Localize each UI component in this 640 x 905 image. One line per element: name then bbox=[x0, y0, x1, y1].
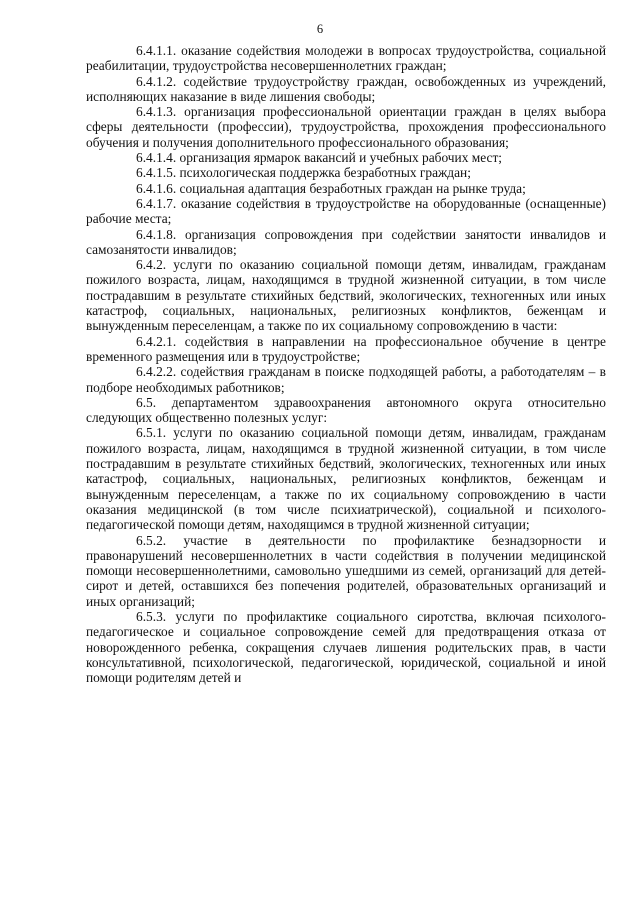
paragraph-6-4-2: 6.4.2. услуги по оказанию социальной помощи детям, инвалидам, гражданам пожилого возраста, лицам, находящимся в трудной жизненной ситуации, в том числе пострадавшим в результате стихийных бедствий, экологических, техногенных или иных катастроф, социальных, национальных, религиозных конфликтов, беженцам и вынужденным переселенцам, а также по их социальному сопровождению в части: bbox=[86, 257, 606, 334]
paragraph-6-4-1-8: 6.4.1.8. организация сопровождения при содействии занятости инвалидов и самозанятости инвалидов; bbox=[86, 226, 606, 257]
paragraph-6-5: 6.5. департаментом здравоохранения автономного округа относительно следующих общественно полезных услуг: bbox=[86, 394, 606, 426]
paragraph-6-5-3: 6.5.3. услуги по профилактике социального сиротства, включая психолого-педагогическое и социальное сопровождение семей для предотвращения отказа от новорожденного ребенка, сокращения случаев лишения родительских прав, в части консультативной, психологической, педагогической, юридической, социальной и иной помощи родителям детей и bbox=[86, 608, 606, 686]
paragraph-6-4-1-5: 6.4.1.5. психологическая поддержка безработных граждан; bbox=[136, 165, 471, 181]
paragraph-6-4-1-3: 6.4.1.3. организация профессиональной ориентации граждан в целях выбора сферы деятельности (профессии), трудоустройства, прохождения профессионального обучения и получения дополнительного профессионального образования; bbox=[86, 104, 606, 150]
document-body bbox=[86, 43, 606, 685]
paragraph-6-4-1-2: 6.4.1.2. содействие трудоустройству граждан, освобожденных из учреждений, исполняющих наказание в виде лишения свободы; bbox=[86, 73, 606, 104]
paragraph-6-5-1: 6.5.1. услуги по оказанию социальной помощи детям, инвалидам, гражданам пожилого возраста, лицам, находящимся в трудной жизненной ситуации, в том числе пострадавшим в результате стихийных бедствий, экологических, техногенных или иных катастроф, социальных, национальных, религиозных конфликтов, беженцам и вынужденным переселенцам, а также по их социальному сопровождению в части оказания медицинской (в том числе психиатрической), социальной и психолого-педагогической помощи детям, находящимся в трудной жизненной ситуации; bbox=[86, 425, 606, 533]
paragraph-6-5-2: 6.5.2. участие в деятельности по профилактике безнадзорности и правонарушений несовершеннолетних в части содействия в получении медицинской помощи несовершеннолетними, самовольно ушедшими из семей, организаций для детей-сирот и детей, оставшихся без попечения родителей, образовательных организаций и иных организаций; bbox=[86, 532, 606, 609]
page-number: 6 bbox=[316, 22, 324, 36]
paragraph-6-4-1-1: 6.4.1.1. оказание содействия молодежи в вопросах трудоустройства, социальной реабилитации, трудоустройства несовершеннолетних граждан; bbox=[86, 43, 606, 74]
paragraph-6-4-1-7: 6.4.1.7. оказание содействия в трудоустройстве на оборудованные (оснащенные) рабочие места; bbox=[86, 195, 606, 227]
paragraph-6-4-1-4: 6.4.1.4. организация ярмарок вакансий и учебных рабочих мест; bbox=[136, 150, 503, 166]
paragraph-6-4-2-2: 6.4.2.2. содействия гражданам в поиске подходящей работы, а работодателям – в подборе необходимых работников; bbox=[86, 364, 606, 395]
paragraph-6-4-1-6: 6.4.1.6. социальная адаптация безработных граждан на рынке труда; bbox=[136, 180, 526, 196]
paragraph-6-4-2-1: 6.4.2.1. содействия в направлении на профессиональное обучение в центре временного размещения или в трудоустройстве; bbox=[86, 333, 606, 364]
